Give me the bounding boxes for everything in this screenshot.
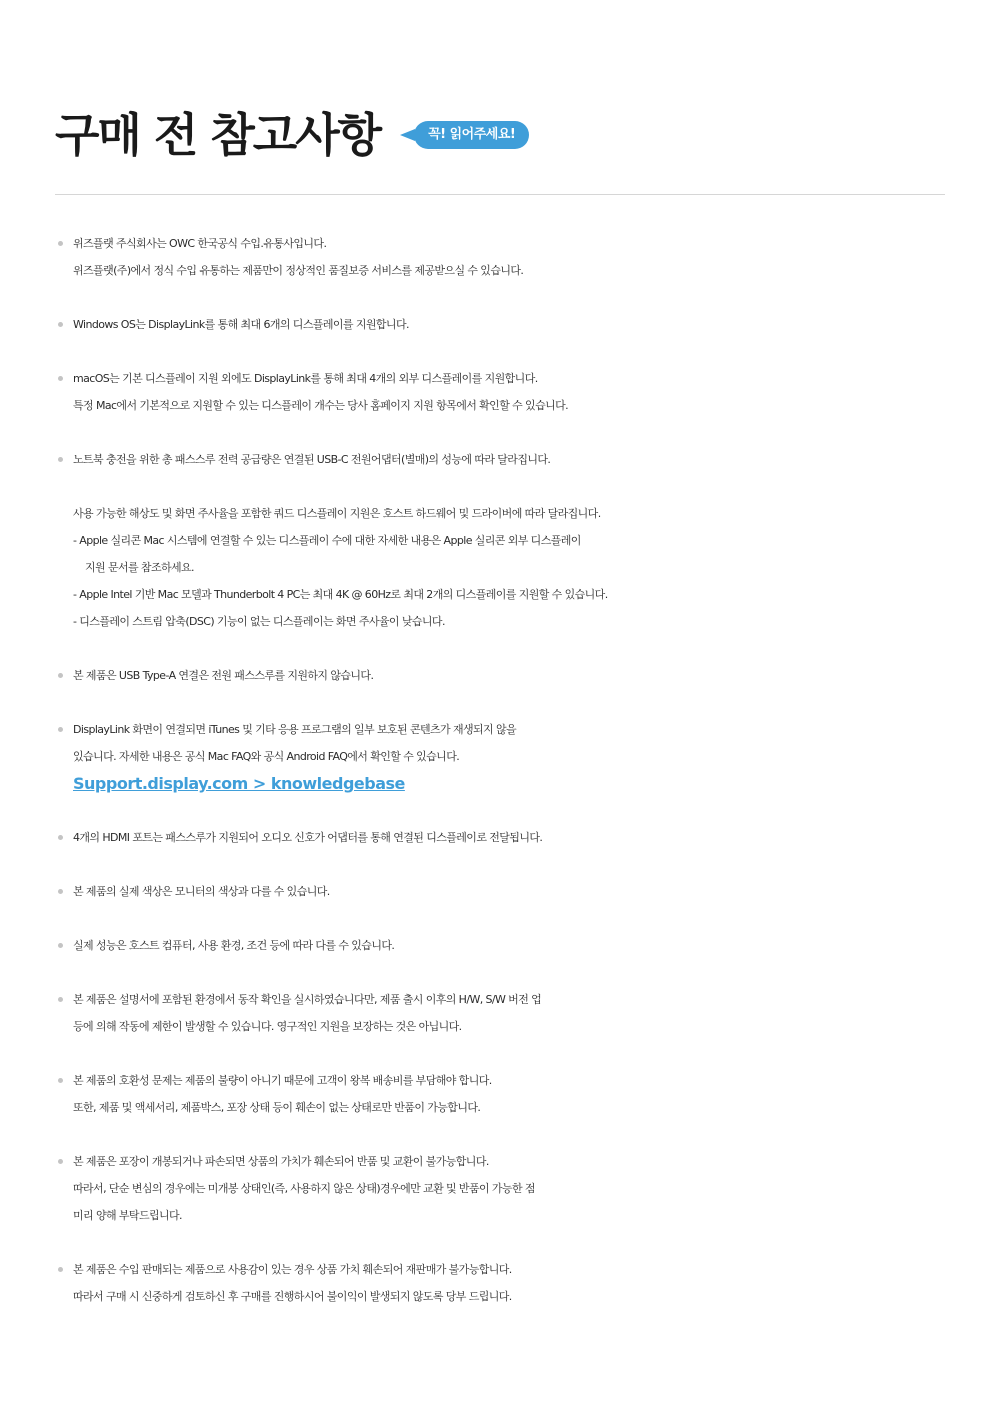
bullet-icon xyxy=(58,1159,63,1164)
note-line: DisplayLink 화면이 연결되면 iTunes 및 기타 응용 프로그램의 일부 보호된 콘텐츠가 재생되지 않을 xyxy=(73,723,517,736)
note-line: 특정 Mac에서 기본적으로 지원할 수 있는 디스플레이 개수는 당사 홈페이지 지원 항목에서 확인할 수 있습니다. xyxy=(73,399,569,412)
bullet-icon xyxy=(58,1078,63,1083)
note-line: 따라서, 단순 변심의 경우에는 미개봉 상태인(즉, 사용하지 않은 상태)경우에만 교환 및 반품이 가능한 점 xyxy=(73,1182,535,1195)
note-item xyxy=(73,1256,993,1310)
note-item xyxy=(73,878,993,905)
note-subline: - Apple Intel 기반 Mac 모델과 Thunderbolt 4 PC는 최대 4K @ 60Hz로 최대 2개의 디스플레이를 지원할 수 있습니다. xyxy=(73,588,608,601)
note-line: 본 제품의 실제 색상은 모니터의 색상과 다를 수 있습니다. xyxy=(73,885,330,898)
note-item xyxy=(73,716,993,797)
note-item xyxy=(73,932,993,959)
page-title: 구매 전 참고사항 xyxy=(55,108,381,162)
bullet-icon xyxy=(58,889,63,894)
note-item xyxy=(73,1148,993,1229)
note-item xyxy=(73,446,993,473)
support-link[interactable]: Support.display.com > knowledgebase xyxy=(73,774,405,793)
note-line: 위즈플랫(주)에서 정식 수입 유통하는 제품만이 정상적인 품질보증 서비스를 제공받으실 수 있습니다. xyxy=(73,264,524,277)
note-item xyxy=(73,986,993,1040)
note-line: 미리 양해 부탁드립니다. xyxy=(73,1209,182,1222)
header xyxy=(55,108,529,162)
note-item xyxy=(73,230,993,284)
bullet-icon xyxy=(58,457,63,462)
note-subline: 지원 문서를 참조하세요. xyxy=(85,561,194,574)
note-item xyxy=(73,1067,993,1121)
note-item xyxy=(73,365,993,419)
bullet-icon xyxy=(58,835,63,840)
note-line: Windows OS는 DisplayLink를 통해 최대 6개의 디스플레이를 지원합니다. xyxy=(73,318,409,331)
note-line: 위즈플랫 주식회사는 OWC 한국공식 수입.유통사입니다. xyxy=(73,237,327,250)
note-line: 사용 가능한 해상도 및 화면 주사율을 포함한 쿼드 디스플레이 지원은 호스트 하드웨어 및 드라이버에 따라 달라집니다. xyxy=(73,507,601,520)
bullet-icon xyxy=(58,673,63,678)
bullet-icon xyxy=(58,997,63,1002)
note-line: 본 제품은 포장이 개봉되거나 파손되면 상품의 가치가 훼손되어 반품 및 교환이 불가능합니다. xyxy=(73,1155,489,1168)
note-line: 실제 성능은 호스트 컴퓨터, 사용 환경, 조건 등에 따라 다를 수 있습니다. xyxy=(73,939,395,952)
note-detail-block xyxy=(73,500,993,635)
note-line: 있습니다. 자세한 내용은 공식 Mac FAQ와 공식 Android FAQ에서 확인할 수 있습니다. xyxy=(73,750,460,763)
note-line: 4개의 HDMI 포트는 패스스루가 지원되어 오디오 신호가 어댑터를 통해 연결된 디스플레이로 전달됩니다. xyxy=(73,831,543,844)
bullet-icon xyxy=(58,727,63,732)
bullet-icon xyxy=(58,1267,63,1272)
header-divider xyxy=(55,194,945,195)
note-subline: - 디스플레이 스트림 압축(DSC) 기능이 없는 디스플레이는 화면 주사율이 낮습니다. xyxy=(73,615,445,628)
bullet-icon xyxy=(58,241,63,246)
bullet-icon xyxy=(58,943,63,948)
note-line: 본 제품은 설명서에 포함된 환경에서 동작 확인을 실시하였습니다만, 제품 출시 이후의 H/W, S/W 버전 업 xyxy=(73,993,542,1006)
note-item xyxy=(73,662,993,689)
note-line: 본 제품의 호환성 문제는 제품의 불량이 아니기 때문에 고객이 왕복 배송비를 부담해야 합니다. xyxy=(73,1074,492,1087)
note-item xyxy=(73,311,993,338)
bullet-icon xyxy=(58,376,63,381)
note-line: 또한, 제품 및 액세서리, 제품박스, 포장 상태 등이 훼손이 없는 상태로만 반품이 가능합니다. xyxy=(73,1101,481,1114)
note-line: 등에 의해 작동에 제한이 발생할 수 있습니다. 영구적인 지원을 보장하는 것은 아닙니다. xyxy=(73,1020,462,1033)
note-line: 본 제품은 USB Type-A 연결은 전원 패스스루를 지원하지 않습니다. xyxy=(73,669,374,682)
bullet-icon xyxy=(58,322,63,327)
note-line: 노트북 충전을 위한 총 패스스루 전력 공급량은 연결된 USB-C 전원어댑터(별매)의 성능에 따라 달라집니다. xyxy=(73,453,551,466)
note-item xyxy=(73,824,993,851)
note-line: 본 제품은 수입 판매되는 제품으로 사용감이 있는 경우 상품 가치 훼손되어 재판매가 불가능합니다. xyxy=(73,1263,512,1276)
must-read-badge: 꼭! 읽어주세요! xyxy=(414,121,529,149)
note-subline: - Apple 실리콘 Mac 시스템에 연결할 수 있는 디스플레이 수에 대한 자세한 내용은 Apple 실리콘 외부 디스플레이 xyxy=(73,534,581,547)
note-line: macOS는 기본 디스플레이 지원 외에도 DisplayLink를 통해 최대 4개의 외부 디스플레이를 지원합니다. xyxy=(73,372,538,385)
note-line: 따라서 구매 시 신중하게 검토하신 후 구매를 진행하시어 불이익이 발생되지 않도록 당부 드립니다. xyxy=(73,1290,512,1303)
